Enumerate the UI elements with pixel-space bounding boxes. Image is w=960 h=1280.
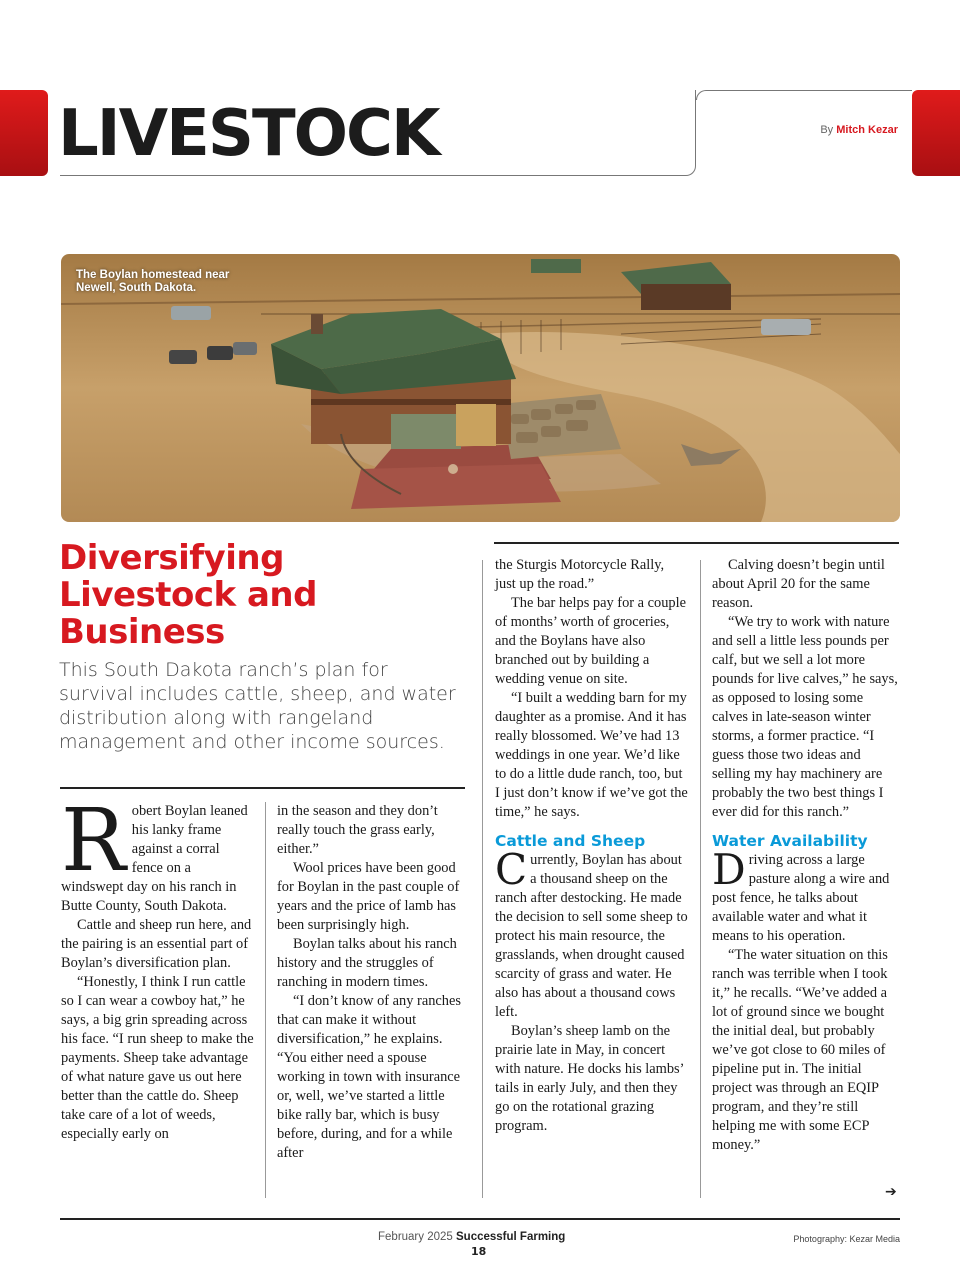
subhead-cattle-sheep: Cattle and Sheep — [495, 832, 646, 850]
right-red-tab — [912, 90, 960, 176]
deck-rule — [60, 787, 465, 789]
footer-magazine: Successful Farming — [456, 1231, 566, 1243]
dropcap-d: D — [712, 845, 746, 894]
continue-arrow-icon: ➔ — [885, 1184, 897, 1200]
col2-paragraph-1: in the season and they don’t really touch the grass early, either.” — [277, 803, 438, 857]
article-deck: This South Dakota ranch’s plan for survival includes cattle, sheep, and water distribution along with rangeland management and other income sources. — [59, 659, 456, 753]
col1-paragraph-3: “Honestly, I think I run cattle so I can wear a cowboy hat,” he says, a big grin spreading across his face. “I run sheep to make the payments. Sheep take advantage of what nature gave us out here better than the cattle do. Sheep take care of a lot of weeds, especially early on — [61, 974, 254, 1142]
col4-paragraph-1: Calving doesn’t begin until about April 20 for the same reason. — [712, 557, 885, 611]
photo-credit: Photography: Kezar Media — [793, 1234, 900, 1244]
col3-p4-text: urrently, Boylan has about a thousand sheep on the ranch after destocking. He made the decision to sell some sheep to protect his main resource, the grasslands, when drought caused scarcity of grass and water. He also has about a thousand cows left. — [495, 852, 688, 1020]
col4-paragraph-3 — [712, 845, 902, 946]
col3-paragraph-1: the Sturgis Motorcycle Rally, just up the road.” — [495, 557, 665, 592]
column-divider-3 — [700, 560, 701, 1198]
headline-line-2: Livestock and — [59, 575, 317, 615]
col4-p3-text: riving across a large pasture along a wire and post fence, he talks about available water and what it means to his operation. — [712, 852, 890, 944]
caption-line-1: The Boylan homestead near — [76, 269, 230, 281]
section-title: LIVESTOCK — [58, 97, 439, 171]
byline-author: Mitch Kezar — [836, 124, 898, 136]
photo-caption — [76, 269, 256, 295]
col3-paragraph-3: “I built a wedding barn for my daughter as a promise. And it has really blossomed. We’ve had 13 weddings in one year. We’d like to do a little dude ranch, too, but I just don’t know if we’ve got the time,” he says. — [495, 690, 688, 820]
col3-paragraph-5: Boylan’s sheep lamb on the prairie late in May, in concert with nature. He docks his lambs’ tails in early July, and then they go on the rotational grazing program. — [495, 1023, 684, 1134]
col3-paragraph-2: The bar helps pay for a couple of months’ worth of groceries, and the Boylans have also branched out by building a wedding venue on site. — [495, 595, 687, 687]
column-divider-2 — [482, 560, 483, 1198]
column-4 — [712, 556, 902, 1155]
page-number: 18 — [471, 1245, 487, 1258]
byline — [820, 124, 898, 136]
headline-line-1: Diversifying — [59, 538, 284, 578]
col1-p1-text: obert Boylan leaned his lanky frame against a corral fence on a windswept day on his ranch in Butte County, South Dakota. — [61, 803, 248, 914]
footer-issue — [378, 1231, 565, 1243]
left-red-tab — [0, 90, 48, 176]
col2-paragraph-3: Boylan talks about his ranch history and the struggles of ranching in modern times. — [277, 936, 457, 990]
column-1 — [61, 791, 254, 1144]
top-right-rule — [494, 542, 899, 544]
col2-paragraph-4: “I don’t know of any ranches that can make it without diversification,” he explains. “You either need a spouse working in town with insurance or, well, we’ve started a little bike rally bar, which is busy before, during, and for a while after — [277, 993, 461, 1161]
col1-paragraph-1 — [61, 791, 254, 916]
col4-paragraph-4: “The water situation on this ranch was terrible when I took it,” he recalls. “We’ve added a lot of ground since we bought the initial deal, but probably we’ve got close to 60 miles of pipeline put in. The initial project was through an EQIP program, and they’re still helping me with some ECP money.” — [712, 947, 888, 1153]
col3-paragraph-4 — [495, 845, 688, 1022]
col2-paragraph-2: Wool prices have been good for Boylan in the past couple of years and the price of lamb has been surprisingly high. — [277, 860, 460, 933]
caption-line-2: Newell, South Dakota. — [76, 282, 197, 294]
column-divider-1 — [265, 802, 266, 1198]
dropcap-r: R — [61, 791, 126, 891]
byline-prefix: By — [820, 124, 834, 136]
dropcap-c: C — [495, 845, 528, 894]
headline-line-3: Business — [59, 612, 225, 652]
col4-paragraph-2: “We try to work with nature and sell a little less pounds per calf, but we sell a lot more pounds for live calves,” he says, as opposed to losing some calves in late-season winter storms, a former practice. “I guess those two ideas and selling my hay machinery are probably the two best things I ever did for this ranch.” — [712, 614, 898, 820]
column-2 — [277, 802, 470, 1163]
article-headline — [59, 540, 459, 651]
footer-date: February 2025 — [378, 1231, 453, 1243]
column-3 — [495, 556, 688, 1136]
footer-rule — [60, 1218, 900, 1220]
col1-paragraph-2: Cattle and sheep run here, and the pairing is an essential part of Boylan’s diversification plan. — [61, 917, 252, 971]
header-frame-top — [696, 90, 912, 100]
subhead-water-availability: Water Availability — [712, 832, 868, 850]
